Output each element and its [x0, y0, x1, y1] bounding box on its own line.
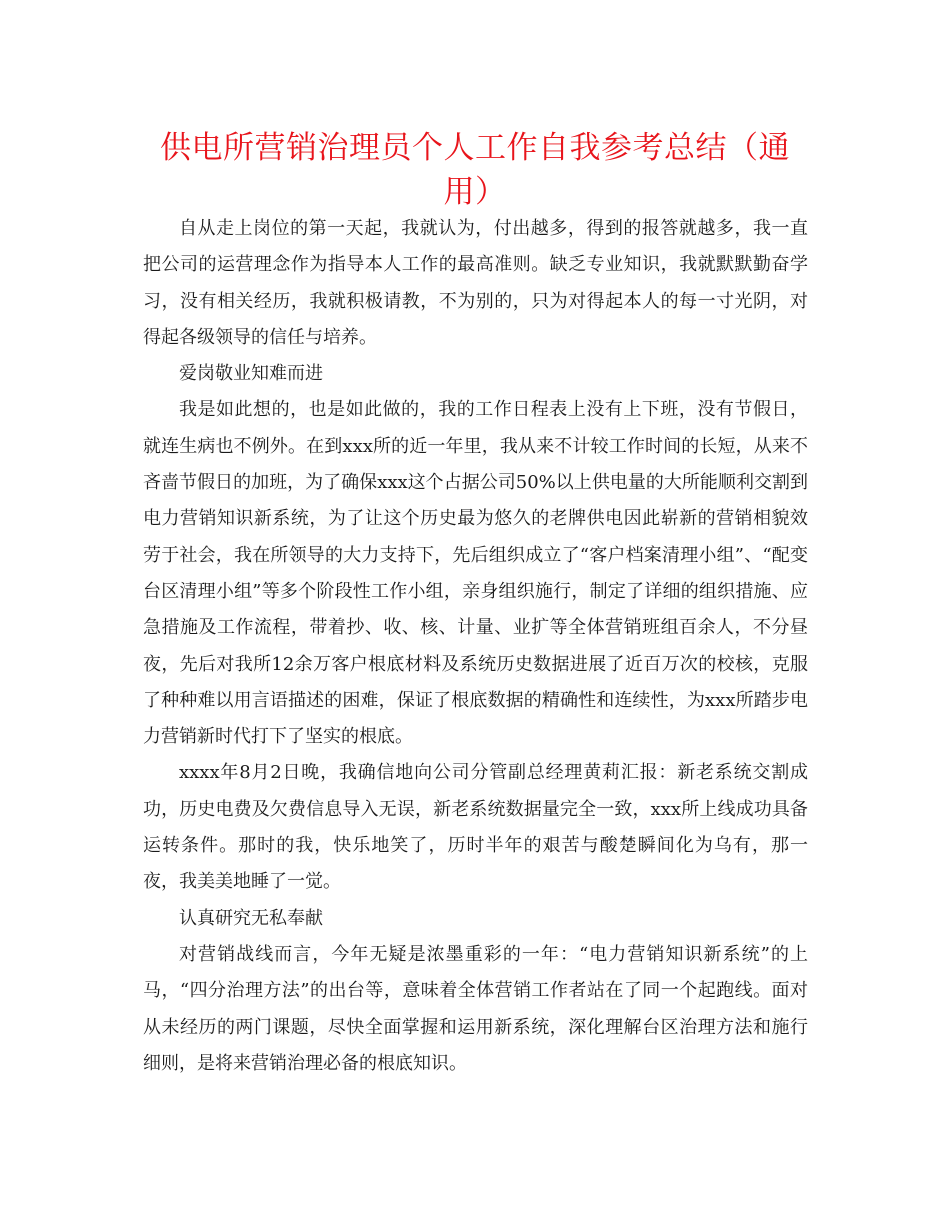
paragraph-marketing-year: 对营销战线而言，今年无疑是浓墨重彩的一年：“电力营销知识新系统”的上马，“四分治理方法”的出台等，意味着全体营销工作者站在了同一个起跑线。面对从未经历的两门课题，尽快全面掌握和运用新系统，深化理解台区治理方法和施行细则，是将来营销治理必备的根底知识。 [143, 943, 808, 1074]
paragraph-work-effort: 我是如此想的，也是如此做的，我的工作日程表上没有上下班，没有节假日，就连生病也不例外。在到xxx所的近一年里，我从来不计较工作时间的长短，从来不吝啬节假日的加班，为了确保xxx这个占据公司50%以上供电量的大所能顺利交割到电力营销知识新系统，为了让这个历史最为悠久的老牌供电因此崭新的营销相貌效劳于社会，我在所领导的大力支持下，先后组织成立了“客户档案清理小组”、“配变台区清理小组”等多个阶段性工作小组，亲身组织施行，制定了详细的组织措施、应急措施及工作流程，带着抄、收、核、计量、业扩等全体营销班组百余人，不分昼夜，先后对我所12余万客户根底材料及系统历史数据进展了近百万次的校核，克服了种种难以用言语描述的困难，保证了根底数据的精确性和连续性，为xxx所踏步电力营销新时代打下了坚实的根底。 [143, 399, 808, 748]
section-heading-research: 认真研究无私奉献 [179, 907, 323, 929]
document-body [143, 211, 808, 1082]
document-title: 供电所营销治理员个人工作自我参考总结（通用） [160, 130, 790, 210]
paragraph-system-cutover: xxxx年8月2日晚，我确信地向公司分管副总经理黄莉汇报：新老系统交割成功，历史电费及欠费信息导入无误，新老系统数据量完全一致，xxx所上线成功具备运转条件。那时的我，快乐地笑了，历时半年的艰苦与酸楚瞬间化为乌有，那一夜，我美美地睡了一觉。 [143, 762, 808, 893]
section-heading-dedication: 爱岗敬业知难而进 [179, 363, 323, 385]
paragraph-intro: 自从走上岗位的第一天起，我就认为，付出越多，得到的报答就越多，我一直把公司的运营理念作为指导本人工作的最高准则。缺乏专业知识，我就默默勤奋学习，没有相关经历，我就积极请教，不为别的，只为对得起本人的每一寸光阴，对得起各级领导的信任与培养。 [143, 218, 808, 348]
